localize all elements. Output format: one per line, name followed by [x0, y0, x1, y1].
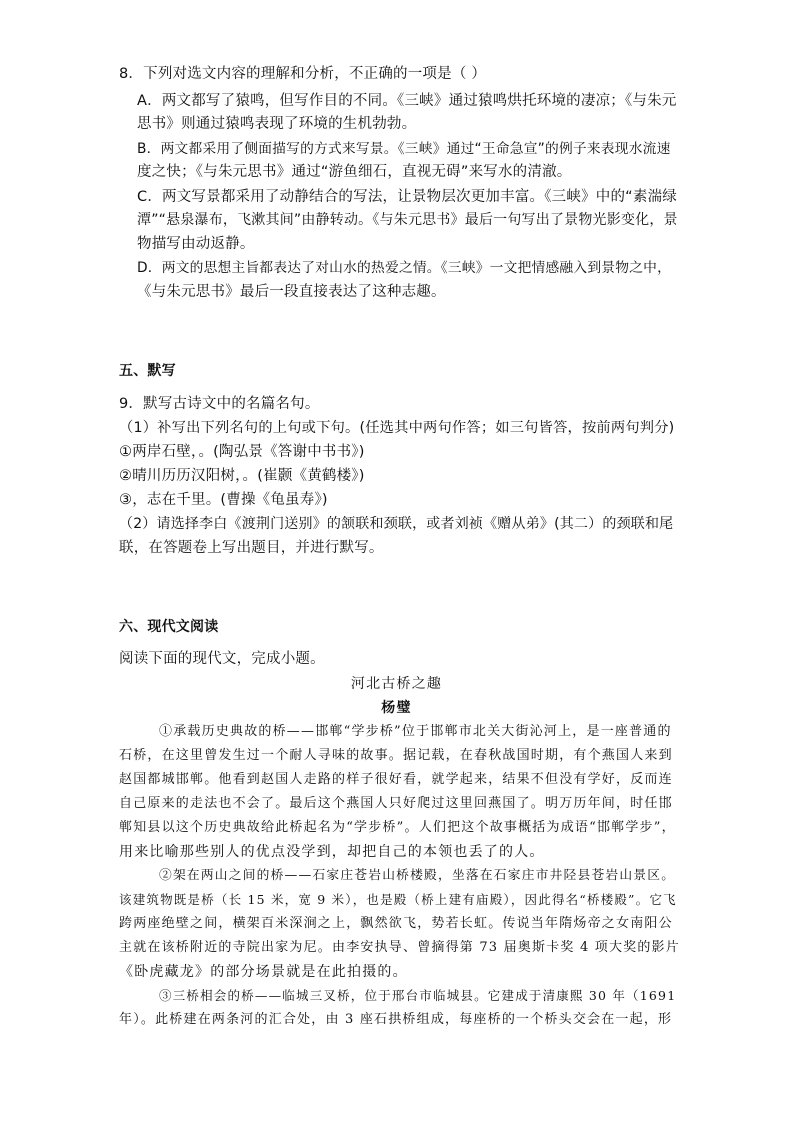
paragraph-1-line-1: ①承载历史典故的桥——邯郸“学步桥”位于邯郸市北关大街沁河上，是一座普通的: [159, 724, 672, 739]
paragraph-2-line-4: 主就在该桥附近的寺院出家为尼。由李安执导、曾摘得第 73 届奥斯卡奖 4 项大奖的影片: [119, 940, 680, 955]
q9-part1: （1）补写出下列名句的上句或下句。(任选其中两句作答；如三句皆答，按前两句判分): [119, 420, 675, 436]
q9-part2-line1: （2）请选择李白《渡荆门送别》的颔联和颈联，或者刘祯《赠从弟》(其二）的颈联和尾: [119, 516, 674, 532]
q9-stem: 9．默写古诗文中的名篇名句。: [119, 396, 320, 412]
paragraph-1-line-6: 用来比喻那些别人的优点没学到，却把自己的本领也丢了的人。: [119, 844, 545, 860]
q8-option-a-line2: 思书》则通过猿鸣表现了环境的生机勃勃。: [137, 116, 417, 132]
paragraph-1-line-4: 自己原来的走法也不会了。最后这个燕国人只好爬过这里回燕国了。明万历年间，时任邯: [119, 796, 673, 811]
q9-part2-line2: 联，在答题卷上写出题目，并进行默写。: [119, 540, 384, 556]
paragraph-2-line-5: 《卧虎藏龙》的部分场景就是在此拍摄的。: [119, 964, 408, 980]
article-author: 杨璧: [381, 700, 412, 716]
q8-option-c-line3: 物描写由动返静。: [137, 236, 255, 252]
section-6-title: 六、现代文阅读: [119, 619, 219, 635]
paragraph-2-line-1: ②架在两山之间的桥——石家庄苍岩山桥楼殿，坐落在石家庄市井陉县苍岩山景区。: [159, 868, 676, 883]
q8-option-c-line1: C．两文写景都采用了动静结合的写法，让景物层次更加丰富。《三峡》中的“素湍绿: [137, 189, 677, 205]
q9-item-1: ①两岸石壁，。(陶弘景《答谢中书书》): [119, 444, 365, 460]
q8-option-d-line1: D．两文的思想主旨都表达了对山水的热爱之情。《三峡》一文把情感融入到景物之中，: [137, 260, 672, 276]
q8-option-b-line1: B．两文都采用了侧面描写的方式来写景。《三峡》通过“王命急宣”的例子来表现水流速: [137, 141, 671, 157]
article-title: 河北古桥之趣: [350, 676, 443, 692]
paragraph-3-line-1: ③三桥相会的桥——临城三叉桥，位于邢台市临城县。它建成于清康熙 30 年（1691: [159, 988, 677, 1003]
q8-option-a-line1: A．两文都写了猿鸣，但写作目的不同。《三峡》通过猿鸣烘托环境的凄凉；《与朱元: [137, 93, 677, 109]
reading-instruction: 阅读下面的现代文，完成小题。: [119, 651, 325, 667]
q9-item-2: ②晴川历历汉阳树，。(崔颢《黄鹤楼》): [119, 468, 365, 484]
q8-stem: 8．下列对选文内容的理解和分析，不正确的一项是（ ）: [119, 66, 487, 82]
paragraph-1-line-3: 赵国都城邯郸。他看到赵国人走路的样子很好看，就学起来，结果不但没有学好，反而连: [119, 772, 673, 787]
paragraph-3-line-2: 年）。此桥建在两条河的汇合处，由 3 座石拱桥组成，每座桥的一个桥头交会在一起，形: [119, 1012, 673, 1027]
q8-option-b-line2: 度之快；《与朱元思书》通过“游鱼细石，直视无碍”来写水的清澈。: [137, 164, 572, 180]
q9-item-3: ③，志在千里。(曹操《龟虽寿》): [119, 492, 328, 508]
paragraph-2-line-3: 跨两座绝壁之间，横架百米深涧之上，飘然欲飞，势若长虹。传说当年隋炀帝之女南阳公: [119, 916, 673, 931]
paragraph-1-line-2: 石桥，在这里曾发生过一个耐人寻味的故事。据记载，在春秋战国时期，有个燕国人来到: [119, 748, 673, 763]
section-5-title: 五、默写: [119, 363, 176, 379]
paragraph-2-line-2: 该建筑物既是桥（长 15 米，宽 9 米），也是殿（桥上建有庙殿），因此得名“桥楼殿”。它飞: [119, 892, 677, 907]
q8-option-d-line2: 《与朱元思书》最后一段直接表达了这种志趣。: [137, 284, 446, 300]
q8-option-c-line2: 潭”“悬泉瀑布，飞漱其间”由静转动。《与朱元思书》最后一句写出了景物光影变化，景: [137, 212, 678, 228]
paragraph-1-line-5: 郸知县以这个历史典故给此桥起名为“学步桥”。人们把这个故事概括为成语“邯郸学步”，: [119, 820, 676, 835]
